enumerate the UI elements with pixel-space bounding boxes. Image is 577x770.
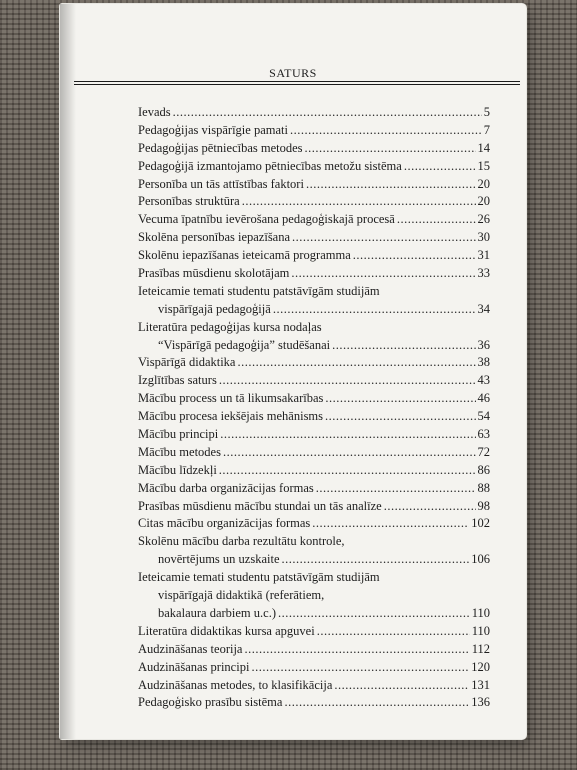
toc-entry: [138, 105, 490, 123]
toc-entry-title: Skolēnu iepazīšanas ieteicamā programma: [138, 248, 351, 263]
toc-entry-title: Audzināšanas teorija: [138, 641, 243, 656]
toc-entry-title: vispārīgajā pedagoģijā: [158, 301, 271, 316]
toc-entry: [138, 499, 490, 517]
toc-entry: [138, 660, 490, 678]
book-page: [60, 4, 526, 739]
dot-leader: [242, 194, 476, 209]
page-title: SATURS: [269, 66, 317, 80]
toc-entry: [138, 177, 490, 195]
toc-entry-title: Vecuma īpatnību ievērošana pedagoģiskajā procesā: [138, 212, 395, 227]
toc-entry-title: Prasības mūsdienu skolotājam: [138, 266, 290, 281]
toc-entry-title: Prasības mūsdienu mācību stundai un tās analīze: [138, 498, 382, 513]
toc-entry: [138, 678, 490, 696]
toc-entry-title: Personības struktūra: [138, 194, 240, 209]
toc-entry: [138, 624, 490, 642]
toc-entry-title: Personība un tās attīstības faktori: [138, 176, 304, 191]
toc-page-number: 88: [477, 480, 490, 495]
toc-entry-title: Skolēnu mācību darba rezultātu kontrole,: [138, 534, 345, 549]
toc-entry-title: vispārīgajā didaktikā (referātiem,: [158, 588, 325, 603]
dot-leader: [273, 302, 476, 317]
page-gutter-shadow: [60, 4, 76, 739]
toc-entry-title: Ieteicamie temati studentu patstāvīgām studijām: [138, 570, 380, 585]
toc-page-number: 72: [477, 444, 490, 459]
toc-entry: [138, 570, 490, 588]
toc-entry-title: Ievads: [138, 105, 171, 119]
toc-page-number: 20: [477, 176, 490, 191]
dot-leader: [397, 212, 476, 227]
toc-page-number: 30: [477, 230, 490, 245]
dot-leader: [219, 463, 476, 478]
toc-entry-title: Pedagoģisko prasību sistēma: [138, 695, 283, 710]
toc-entry: [138, 230, 490, 248]
toc-entry: [138, 159, 490, 177]
toc-page-number: 46: [477, 391, 490, 406]
toc-page-number: 86: [477, 462, 490, 477]
toc-entry-title: Vispārīgā didaktika: [138, 355, 236, 370]
toc-page-number: 5: [483, 105, 490, 119]
toc-page-number: 43: [477, 373, 490, 388]
toc-page-number: 110: [471, 623, 490, 638]
toc-page-number: 36: [477, 337, 490, 352]
toc-entry-title: Pedagoģijas vispārīgie pamati: [138, 122, 288, 137]
toc-entry-title: Literatūra pedagoģijas kursa nodaļas: [138, 319, 322, 334]
dot-leader: [219, 373, 476, 388]
dot-leader: [332, 338, 475, 353]
dot-leader: [282, 552, 470, 567]
toc-entry: [138, 266, 490, 284]
header-rule: [74, 84, 520, 85]
toc-entry: [138, 463, 490, 481]
toc-entry-title: “Vispārīgā pedagoģija” studēšanai: [158, 337, 331, 352]
toc-entry-title: Pedagoģijā izmantojamo pētniecības metožu sistēma: [138, 158, 402, 173]
dot-leader: [290, 123, 482, 138]
toc-entry: [138, 355, 490, 373]
table-of-contents: [138, 105, 490, 713]
toc-entry: [138, 445, 490, 463]
dot-leader: [244, 642, 469, 657]
toc-entry-title: Izglītības saturs: [138, 373, 217, 388]
dot-leader: [316, 481, 476, 496]
toc-entry-title: Mācību procesa iekšējais mehānisms: [138, 409, 324, 424]
dot-leader: [251, 660, 469, 675]
toc-page-number: 131: [471, 677, 490, 692]
toc-entry: [138, 516, 490, 534]
toc-page-number: 34: [477, 301, 490, 316]
toc-page-number: 136: [471, 695, 490, 710]
dot-leader: [223, 445, 476, 460]
toc-entry: [138, 194, 490, 212]
toc-entry: [138, 391, 490, 409]
toc-entry-title: Mācību darba organizācijas formas: [138, 480, 314, 495]
toc-entry: [138, 123, 490, 141]
toc-entry: [138, 141, 490, 159]
dot-leader: [317, 624, 470, 639]
toc-page-number: 20: [477, 194, 490, 209]
dot-leader: [292, 230, 475, 245]
toc-entry-title: Citas mācību organizācijas formas: [138, 516, 311, 531]
toc-entry-title: Ieteicamie temati studentu patstāvīgām studijām: [138, 283, 380, 298]
header-rule: [74, 81, 520, 82]
dot-leader: [284, 695, 469, 710]
toc-page-number: 63: [477, 427, 490, 442]
toc-entry-title: Mācību metodes: [138, 444, 221, 459]
dot-leader: [220, 427, 475, 442]
toc-page-number: 98: [477, 498, 490, 513]
toc-entry: [138, 409, 490, 427]
toc-page-number: 31: [477, 248, 490, 263]
toc-entry: [138, 642, 490, 660]
toc-entry: [138, 212, 490, 230]
dot-leader: [305, 141, 476, 156]
toc-entry-title: Literatūra didaktikas kursa apguvei: [138, 623, 315, 638]
toc-entry: [138, 534, 490, 552]
toc-entry-title: Pedagoģijas pētniecības metodes: [138, 140, 303, 155]
toc-page-number: 38: [477, 355, 490, 370]
dot-leader: [334, 678, 469, 693]
toc-entry-title: Mācību līdzekļi: [138, 462, 217, 477]
toc-page-number: 112: [471, 641, 490, 656]
toc-entry: [138, 338, 490, 356]
dot-leader: [404, 159, 476, 174]
toc-entry-title: Mācību principi: [138, 427, 219, 442]
dot-leader: [325, 391, 475, 406]
toc-entry: [138, 606, 490, 624]
toc-entry: [138, 552, 490, 570]
toc-page-number: 120: [471, 659, 490, 674]
toc-entry: [138, 302, 490, 320]
toc-page-number: 54: [477, 409, 490, 424]
toc-entry: [138, 695, 490, 713]
toc-page-number: 106: [471, 552, 490, 567]
toc-page-number: 26: [477, 212, 490, 227]
toc-entry: [138, 481, 490, 499]
toc-page-number: 15: [477, 158, 490, 173]
toc-page-number: 7: [483, 122, 490, 137]
toc-entry-title: Audzināšanas metodes, to klasifikācija: [138, 677, 333, 692]
toc-entry-title: Skolēna personības iepazīšana: [138, 230, 291, 245]
dot-leader: [291, 266, 475, 281]
toc-page-number: 33: [477, 266, 490, 281]
toc-entry-title: Audzināšanas principi: [138, 659, 250, 674]
toc-page-number: 110: [471, 605, 490, 620]
toc-entry: [138, 373, 490, 391]
dot-leader: [384, 499, 476, 514]
dot-leader: [306, 177, 476, 192]
dot-leader: [173, 105, 482, 120]
dot-leader: [312, 516, 469, 531]
dot-leader: [325, 409, 475, 424]
toc-page-number: 14: [477, 140, 490, 155]
toc-page-number: 102: [471, 516, 490, 531]
toc-entry: [138, 320, 490, 338]
toc-entry: [138, 248, 490, 266]
toc-entry: [138, 427, 490, 445]
dot-leader: [278, 606, 470, 621]
toc-entry-title: Mācību process un tā likumsakarības: [138, 391, 324, 406]
toc-entry: [138, 588, 490, 606]
dot-leader: [353, 248, 476, 263]
toc-entry: [138, 284, 490, 302]
toc-entry-title: novērtējums un uzskaite: [158, 552, 280, 567]
toc-entry-title: bakalaura darbiem u.c.): [158, 605, 276, 620]
dot-leader: [238, 355, 476, 370]
